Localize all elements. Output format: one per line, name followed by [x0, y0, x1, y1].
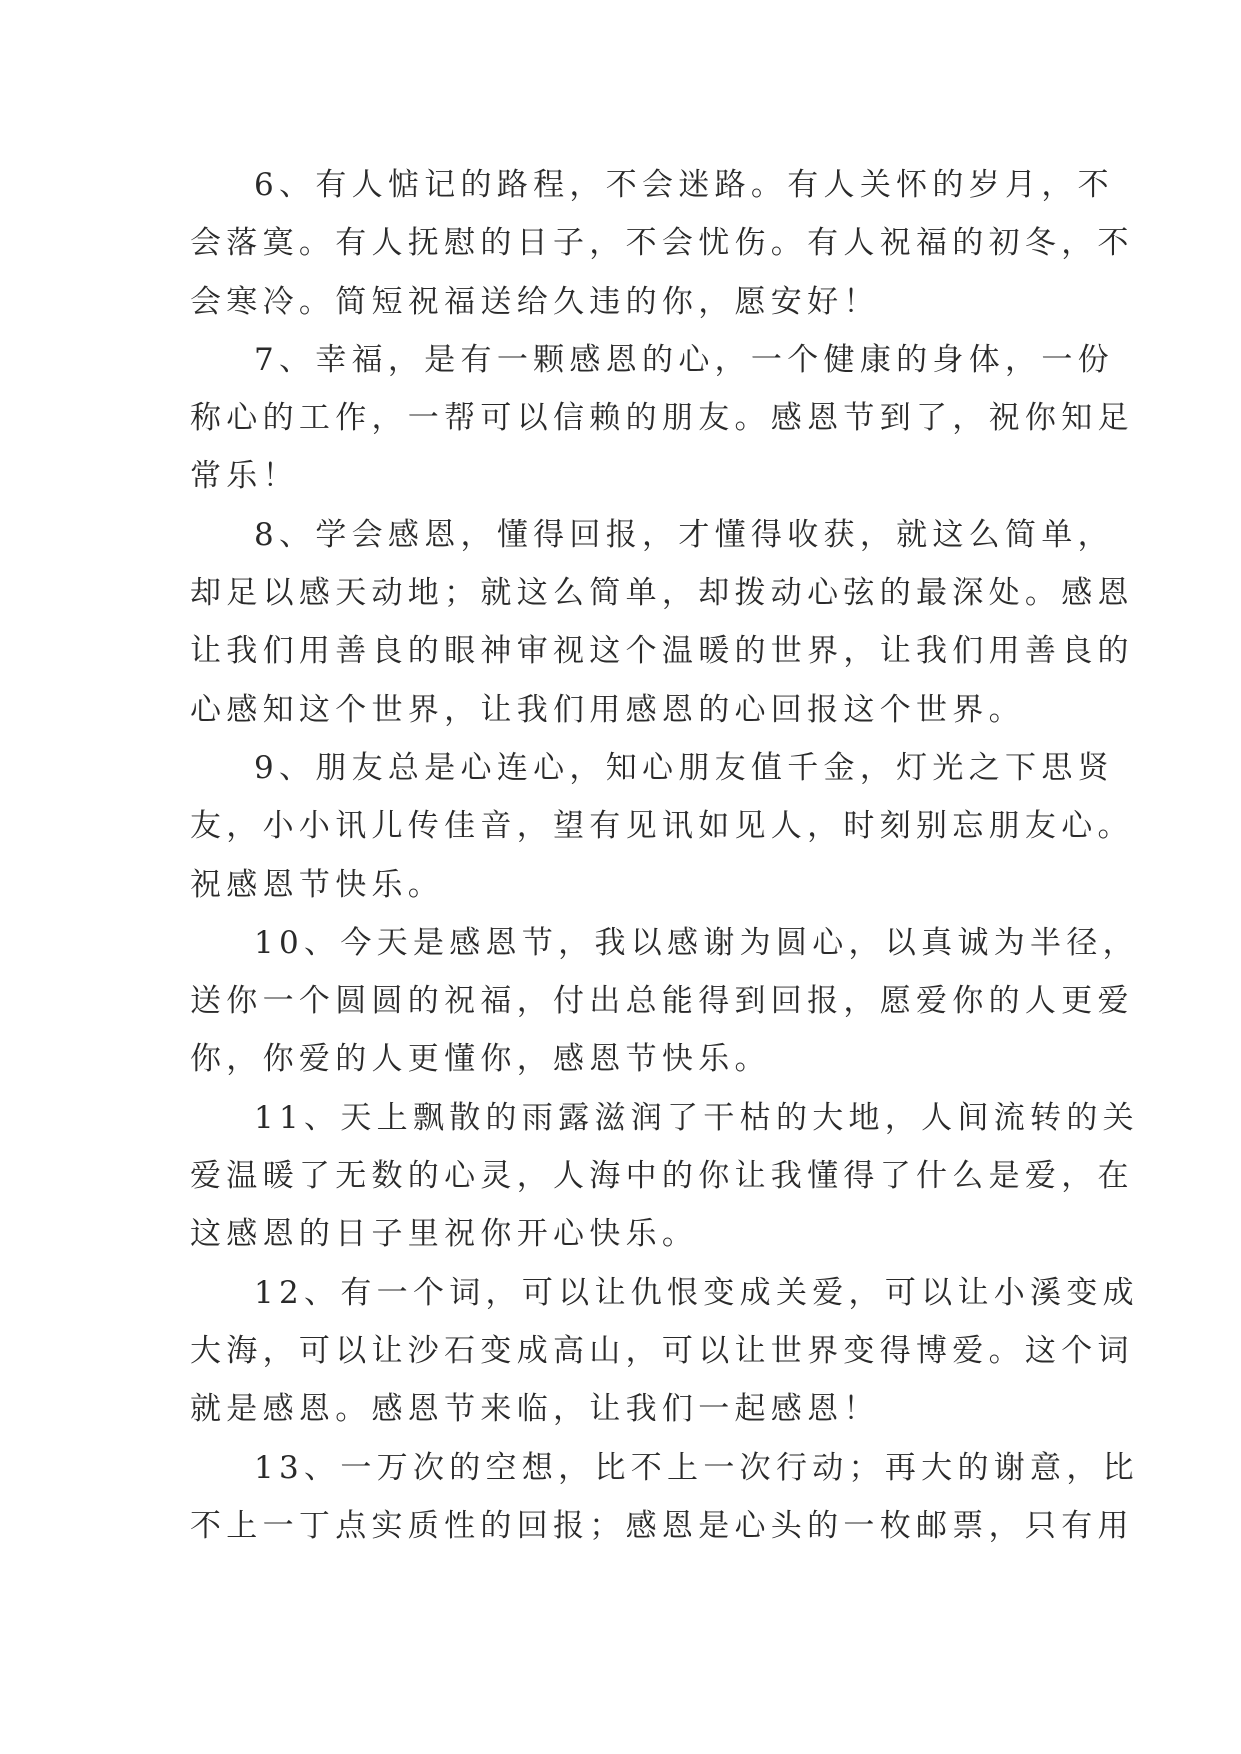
text-line: 会寒冷。简短祝福送给久违的你，愿安好！ [190, 283, 880, 320]
text-line: 不上一丁点实质性的回报；感恩是心头的一枚邮票，只有用 [190, 1507, 1134, 1544]
text-line: 10、今天是感恩节，我以感谢为圆心，以真诚为半径， [254, 924, 1139, 961]
text-line: 让我们用善良的眼神审视这个温暖的世界，让我们用善良的 [190, 633, 1134, 670]
text-line: 你，你爱的人更懂你，感恩节快乐。 [190, 1041, 771, 1078]
paragraph-11 [190, 1089, 1139, 1264]
document-body [190, 156, 1139, 1555]
text-line: 就是感恩。感恩节来临，让我们一起感恩！ [190, 1391, 880, 1428]
text-line: 9、朋友总是心连心，知心朋友值千金，灯光之下思贤 [254, 749, 1114, 786]
paragraph-8 [190, 506, 1134, 739]
text-line: 11、天上飘散的雨露滋润了干枯的大地，人间流转的关 [254, 1099, 1139, 1136]
text-line: 12、有一个词，可以让仇恨变成关爱，可以让小溪变成 [254, 1274, 1139, 1311]
paragraph-13 [190, 1439, 1139, 1556]
text-line: 心感知这个世界，让我们用感恩的心回报这个世界。 [190, 691, 1025, 728]
text-line: 常乐！ [190, 458, 299, 495]
text-line: 友，小小讯儿传佳音，望有见讯如见人，时刻别忘朋友心。 [190, 808, 1134, 845]
text-line: 爱温暖了无数的心灵，人海中的你让我懂得了什么是爱，在 [190, 1158, 1134, 1195]
paragraph-10 [190, 914, 1139, 1089]
text-line: 送你一个圆圆的祝福，付出总能得到回报，愿爱你的人更爱 [190, 983, 1134, 1020]
text-line: 8、学会感恩，懂得回报，才懂得收获，就这么简单， [254, 516, 1114, 553]
text-line: 13、一万次的空想，比不上一次行动；再大的谢意，比 [254, 1449, 1139, 1486]
text-line: 7、幸福，是有一颗感恩的心，一个健康的身体，一份 [254, 341, 1114, 378]
text-line: 这感恩的日子里祝你开心快乐。 [190, 1216, 699, 1253]
paragraph-9 [190, 739, 1134, 914]
paragraph-7 [190, 331, 1134, 506]
text-line: 却足以感天动地；就这么简单，却拨动心弦的最深处。感恩 [190, 575, 1134, 612]
text-line: 6、有人惦记的路程，不会迷路。有人关怀的岁月，不 [254, 167, 1114, 203]
text-line: 称心的工作，一帮可以信赖的朋友。感恩节到了，祝你知足 [190, 400, 1134, 437]
paragraph-12 [190, 1264, 1139, 1439]
text-line: 会落寞。有人抚慰的日子，不会忧伤。有人祝福的初冬，不 [190, 225, 1134, 262]
text-line: 祝感恩节快乐。 [190, 866, 445, 903]
paragraph-6 [190, 156, 1134, 331]
text-line: 大海，可以让沙石变成高山，可以让世界变得博爱。这个词 [190, 1332, 1134, 1369]
